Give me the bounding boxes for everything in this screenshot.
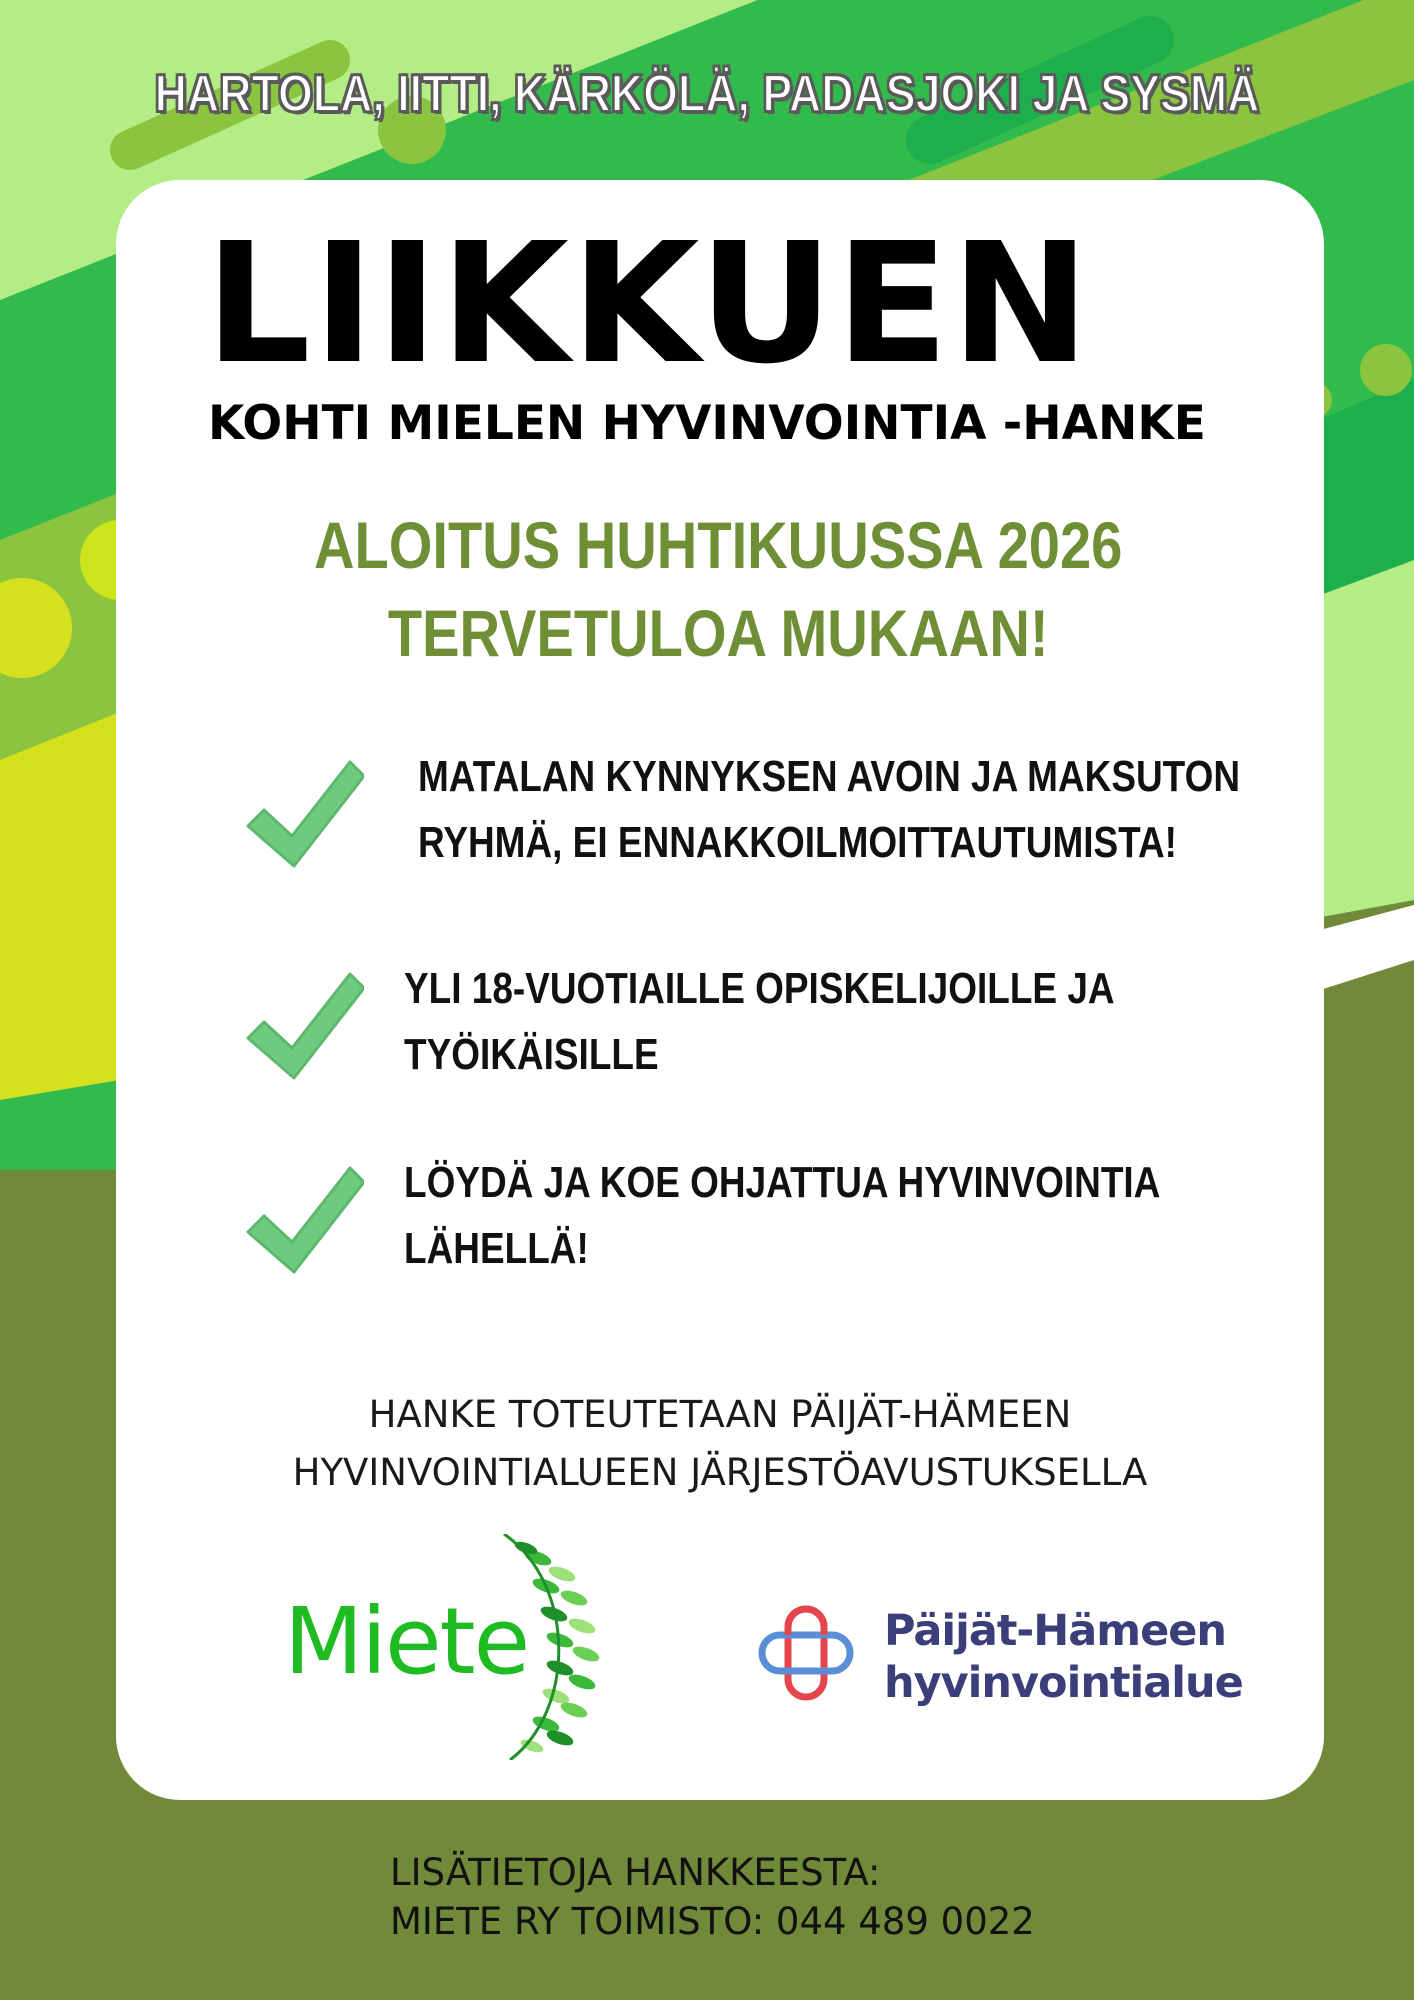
feature-item-audience [404,956,1115,1088]
contact-heading: LISÄTIETOJA HANKKEESTA: [390,1851,881,1894]
phha-logo-line: hyvinvointialue [884,1658,1243,1708]
check-icon [240,1160,364,1278]
funding-note [116,1386,1324,1502]
feature-line: RYHMÄ, EI ENNAKKOILMOITTAUTUMISTA! [418,818,1177,867]
miete-logo-text: Miete [284,1588,529,1695]
funding-line: HYVINVOINTIALUEEN JÄRJESTÖAVUSTUKSELLA [292,1451,1148,1494]
start-date-heading: ALOITUS HUHTIKUUSSA 2026 [313,508,1123,582]
funding-line: HANKE TOTEUTETAAN PÄIJÄT-HÄMEEN [368,1393,1072,1436]
feature-item-wellbeing [404,1150,1160,1282]
contact-info [390,1848,1035,1946]
poster-title: LIIKKUEN [205,208,1092,401]
welcome-heading: TERVETULOA MUKAAN! [387,596,1049,670]
feature-line: YLI 18-VUOTIAILLE OPISKELIJOILLE JA [404,964,1115,1013]
feature-line: TYÖIKÄISILLE [404,1030,659,1079]
feature-line: LÄHELLÄ! [404,1224,589,1273]
phha-logo-text [884,1605,1243,1709]
feature-line: LÖYDÄ JA KOE OHJATTUA HYVINVOINTIA [404,1158,1161,1207]
feature-item-open-group [418,744,1240,876]
check-icon [240,966,364,1084]
feature-line: MATALAN KYNNYKSEN AVOIN JA MAKSUTON [418,752,1241,801]
poster-subtitle: KOHTI MIELEN HYVINVOINTIA -HANKE [208,396,1206,451]
phha-logo-line: Päijät-Hämeen [884,1606,1227,1656]
check-icon [240,754,364,872]
contact-phone: MIETE RY TOIMISTO: 044 489 0022 [390,1900,1035,1943]
health-cross-icon [758,1605,854,1701]
municipalities-banner: HARTOLA, IITTI, KÄRKÖLÄ, PADASJOKI JA SYSMÄ [154,65,1260,123]
